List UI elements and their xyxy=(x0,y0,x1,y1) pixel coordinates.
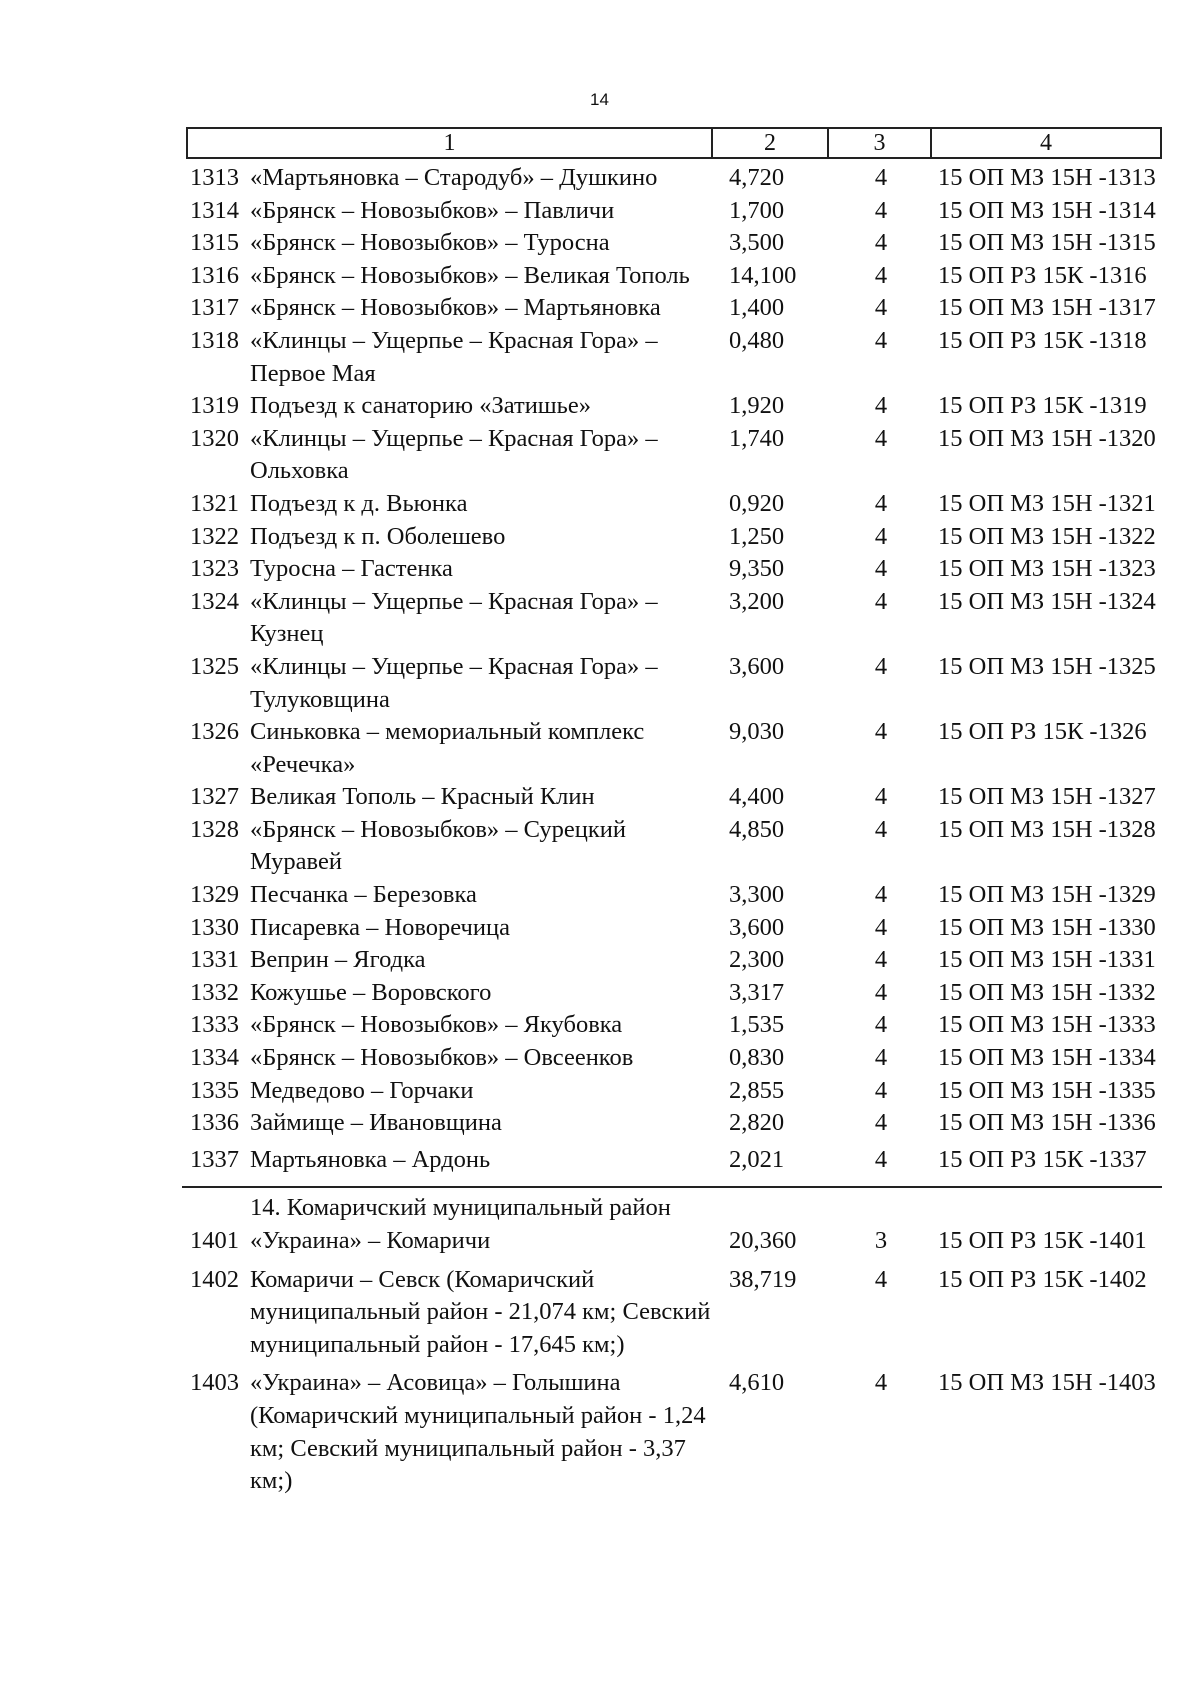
row-number: 1329 xyxy=(190,881,239,909)
table-row xyxy=(190,879,1160,912)
road-category: 4 xyxy=(874,1369,888,1397)
row-number: 1318 xyxy=(190,326,239,354)
road-code: 15 ОП МЗ 15Н -1322 xyxy=(938,522,1156,550)
row-number: 1324 xyxy=(190,587,239,615)
road-code: 15 ОП МЗ 15Н -1323 xyxy=(938,555,1156,583)
section-heading-row xyxy=(190,1192,1160,1225)
road-length: 4,850 xyxy=(729,815,785,843)
road-name: Великая Тополь – Красный Клин xyxy=(250,783,595,811)
road-length: 9,350 xyxy=(729,555,785,583)
road-category: 3 xyxy=(874,1227,888,1254)
table-row xyxy=(190,162,1160,195)
table-row xyxy=(190,1042,1160,1075)
road-code: 15 ОП МЗ 15Н -1329 xyxy=(938,881,1156,909)
road-length: 0,480 xyxy=(729,326,785,354)
row-number: 1317 xyxy=(190,294,239,322)
table-row xyxy=(190,977,1160,1010)
row-number: 1315 xyxy=(190,229,239,257)
row-number: 1403 xyxy=(190,1369,239,1397)
table-row xyxy=(190,488,1160,521)
road-name: «Брянск – Новозыбков» – Туросна xyxy=(250,229,610,257)
row-number: 1326 xyxy=(190,718,239,746)
table-row xyxy=(190,586,1160,651)
road-code: 15 ОП МЗ 15Н -1314 xyxy=(938,196,1156,224)
road-length: 1,250 xyxy=(729,522,785,550)
road-code: 15 ОП МЗ 15Н -1335 xyxy=(938,1076,1156,1104)
road-length: 0,920 xyxy=(729,489,785,517)
road-code: 15 ОП РЗ 15К -1337 xyxy=(938,1145,1147,1173)
table-row xyxy=(190,1075,1160,1108)
table-row xyxy=(190,912,1160,945)
road-length: 4,610 xyxy=(729,1369,785,1397)
header-col-3: 3 xyxy=(829,129,932,157)
road-category: 4 xyxy=(874,783,888,811)
road-name: «Клинцы – Ущерпье – Красная Гора» – Кузнец xyxy=(250,587,658,648)
table-row xyxy=(190,944,1160,977)
table-row xyxy=(190,325,1160,390)
road-name: Веприн – Ягодка xyxy=(250,946,426,974)
road-code: 15 ОП РЗ 15К -1316 xyxy=(938,261,1147,289)
table-row xyxy=(190,423,1160,488)
road-length: 3,200 xyxy=(729,587,785,615)
row-number: 1320 xyxy=(190,424,239,452)
road-name: «Брянск – Новозыбков» – Мартьяновка xyxy=(250,294,661,322)
road-length: 4,720 xyxy=(729,164,785,191)
row-number: 1402 xyxy=(190,1265,239,1293)
road-category: 4 xyxy=(874,913,888,941)
road-code: 15 ОП МЗ 15Н -1333 xyxy=(938,1011,1156,1039)
row-number: 1334 xyxy=(190,1044,239,1072)
road-length: 3,500 xyxy=(729,229,785,257)
road-category: 4 xyxy=(874,1145,888,1173)
row-number: 1319 xyxy=(190,392,239,420)
road-category: 4 xyxy=(874,978,888,1006)
road-code: 15 ОП МЗ 15Н -1334 xyxy=(938,1044,1156,1072)
road-category: 4 xyxy=(874,718,888,746)
road-code: 15 ОП РЗ 15К -1401 xyxy=(938,1227,1147,1254)
table-row xyxy=(190,227,1160,260)
road-name: «Клинцы – Ущерпье – Красная Гора» – Ольховка xyxy=(250,424,658,485)
table-row xyxy=(190,781,1160,814)
row-number: 1325 xyxy=(190,652,239,680)
road-length: 3,600 xyxy=(729,913,785,941)
road-name: «Клинцы – Ущерпье – Красная Гора» – Первое Мая xyxy=(250,326,658,387)
road-length: 3,300 xyxy=(729,881,785,909)
road-code: 15 ОП МЗ 15Н -1328 xyxy=(938,815,1156,843)
road-code: 15 ОП МЗ 15Н -1325 xyxy=(938,652,1156,680)
row-number: 1323 xyxy=(190,555,239,583)
road-code: 15 ОП МЗ 15Н -1321 xyxy=(938,489,1156,517)
road-name: Подъезд к п. Оболешево xyxy=(250,522,506,550)
road-name: Кожушье – Воровского xyxy=(250,978,492,1006)
road-length: 20,360 xyxy=(729,1227,797,1254)
road-category: 4 xyxy=(874,1011,888,1039)
row-number: 1321 xyxy=(190,489,239,517)
table-row xyxy=(190,651,1160,716)
road-name: Подъезд к д. Вьюнка xyxy=(250,489,468,517)
row-number: 1331 xyxy=(190,946,239,974)
road-code: 15 ОП РЗ 15К -1402 xyxy=(938,1265,1147,1293)
road-length: 4,400 xyxy=(729,783,785,811)
road-category: 4 xyxy=(874,815,888,843)
table-row xyxy=(190,292,1160,325)
road-length: 3,600 xyxy=(729,652,785,680)
road-category: 4 xyxy=(874,522,888,550)
road-category: 4 xyxy=(874,261,888,289)
row-number: 1401 xyxy=(190,1227,239,1254)
road-code: 15 ОП МЗ 15Н -1336 xyxy=(938,1109,1156,1137)
road-name: «Клинцы – Ущерпье – Красная Гора» – Тулуковщина xyxy=(250,652,658,713)
road-name: Мартьяновка – Ардонь xyxy=(250,1145,491,1173)
table-row xyxy=(190,260,1160,293)
road-category: 4 xyxy=(874,229,888,257)
road-code: 15 ОП МЗ 15Н -1317 xyxy=(938,294,1156,322)
road-category: 4 xyxy=(874,946,888,974)
road-code: 15 ОП МЗ 15Н -1332 xyxy=(938,978,1156,1006)
road-name: «Мартьяновка – Стародуб» – Душкино xyxy=(250,164,658,191)
road-category: 4 xyxy=(874,489,888,517)
table-row xyxy=(190,1009,1160,1042)
road-name: Синьковка – мемориальный комплекс «Речечка» xyxy=(250,718,645,778)
road-name: «Украина» – Асовица» – Голышина (Комаричский муниципальный район - 1,24 км; Севский муниципальный район - 3,37 км;) xyxy=(250,1369,706,1495)
road-code: 15 ОП РЗ 15К -1326 xyxy=(938,718,1147,746)
road-name: «Брянск – Новозыбков» – Овсеенков xyxy=(250,1044,634,1072)
row-number: 1314 xyxy=(190,196,239,224)
table-row xyxy=(190,1107,1160,1140)
table-row xyxy=(190,390,1160,423)
road-length: 38,719 xyxy=(729,1265,797,1293)
table-row xyxy=(190,1264,1160,1362)
road-code: 15 ОП МЗ 15Н -1315 xyxy=(938,229,1156,257)
road-code: 15 ОП РЗ 15К -1319 xyxy=(938,392,1147,420)
road-name: «Брянск – Новозыбков» – Великая Тополь xyxy=(250,261,690,289)
row-number: 1330 xyxy=(190,913,239,941)
row-number: 1337 xyxy=(190,1145,239,1173)
road-category: 4 xyxy=(874,392,888,420)
road-category: 4 xyxy=(874,555,888,583)
section-divider xyxy=(182,1186,1162,1188)
road-name: Туросна – Гастенка xyxy=(250,555,453,583)
road-category: 4 xyxy=(874,294,888,322)
road-category: 4 xyxy=(874,652,888,680)
row-number: 1332 xyxy=(190,978,239,1006)
road-length: 2,021 xyxy=(729,1145,785,1173)
road-name: Медведово – Горчаки xyxy=(250,1076,474,1104)
table-header xyxy=(186,127,1162,159)
header-col-2: 2 xyxy=(713,129,829,157)
road-name: «Брянск – Новозыбков» – Павличи xyxy=(250,196,615,224)
road-name: «Брянск – Новозыбков» – Сурецкий Муравей xyxy=(250,815,626,876)
road-name: Займище – Ивановщина xyxy=(250,1109,502,1137)
road-length: 2,855 xyxy=(729,1076,785,1104)
road-category: 4 xyxy=(874,424,888,452)
road-length: 1,700 xyxy=(729,196,785,224)
section-title: 14. Комаричский муниципальный район xyxy=(250,1194,671,1222)
page-number: 14 xyxy=(590,90,609,109)
road-length: 1,920 xyxy=(729,392,785,420)
table-row xyxy=(190,716,1160,781)
row-number: 1327 xyxy=(190,783,239,811)
road-table xyxy=(190,162,1160,1498)
road-category: 4 xyxy=(874,196,888,224)
row-number: 1316 xyxy=(190,261,239,289)
road-name: Комаричи – Севск (Комаричский муниципальный район - 21,074 км; Севский муниципальный район - 17,645 км;) xyxy=(250,1265,711,1358)
road-length: 14,100 xyxy=(729,261,797,289)
road-category: 4 xyxy=(874,1109,888,1137)
table-row xyxy=(190,1367,1160,1497)
road-code: 15 ОП МЗ 15Н -1327 xyxy=(938,783,1156,811)
road-length: 0,830 xyxy=(729,1044,785,1072)
road-category: 4 xyxy=(874,326,888,354)
road-category: 4 xyxy=(874,881,888,909)
road-name: Песчанка – Березовка xyxy=(250,881,477,909)
table-row xyxy=(190,553,1160,586)
row-number: 1335 xyxy=(190,1076,239,1104)
road-code: 15 ОП РЗ 15К -1318 xyxy=(938,326,1147,354)
road-category: 4 xyxy=(874,1265,888,1293)
table-row xyxy=(190,195,1160,228)
road-category: 4 xyxy=(874,1076,888,1104)
road-name: «Брянск – Новозыбков» – Якубовка xyxy=(250,1011,623,1039)
road-name: Писаревка – Новоречица xyxy=(250,913,510,941)
road-code: 15 ОП МЗ 15Н -1313 xyxy=(938,164,1156,191)
row-number: 1313 xyxy=(190,164,239,191)
road-category: 4 xyxy=(874,1044,888,1072)
road-name: «Украина» – Комаричи xyxy=(250,1227,491,1254)
road-length: 3,317 xyxy=(729,978,785,1006)
header-col-4: 4 xyxy=(1040,129,1052,156)
table-row xyxy=(190,1225,1160,1258)
road-length: 1,740 xyxy=(729,424,785,452)
road-length: 2,820 xyxy=(729,1109,785,1137)
road-code: 15 ОП МЗ 15Н -1403 xyxy=(938,1369,1156,1397)
table-row xyxy=(190,1144,1160,1177)
table-row xyxy=(190,814,1160,879)
row-number: 1333 xyxy=(190,1011,239,1039)
road-code: 15 ОП МЗ 15Н -1320 xyxy=(938,424,1156,452)
road-length: 1,535 xyxy=(729,1011,785,1039)
road-length: 9,030 xyxy=(729,718,785,746)
road-length: 1,400 xyxy=(729,294,785,322)
table-row xyxy=(190,521,1160,554)
road-length: 2,300 xyxy=(729,946,785,974)
road-category: 4 xyxy=(874,587,888,615)
road-code: 15 ОП МЗ 15Н -1331 xyxy=(938,946,1156,974)
row-number: 1328 xyxy=(190,815,239,843)
row-number: 1336 xyxy=(190,1109,239,1137)
row-number: 1322 xyxy=(190,522,239,550)
road-name: Подъезд к санаторию «Затишье» xyxy=(250,392,591,420)
road-code: 15 ОП МЗ 15Н -1330 xyxy=(938,913,1156,941)
road-category: 4 xyxy=(874,164,888,191)
header-col-1: 1 xyxy=(188,129,713,157)
road-code: 15 ОП МЗ 15Н -1324 xyxy=(938,587,1156,615)
